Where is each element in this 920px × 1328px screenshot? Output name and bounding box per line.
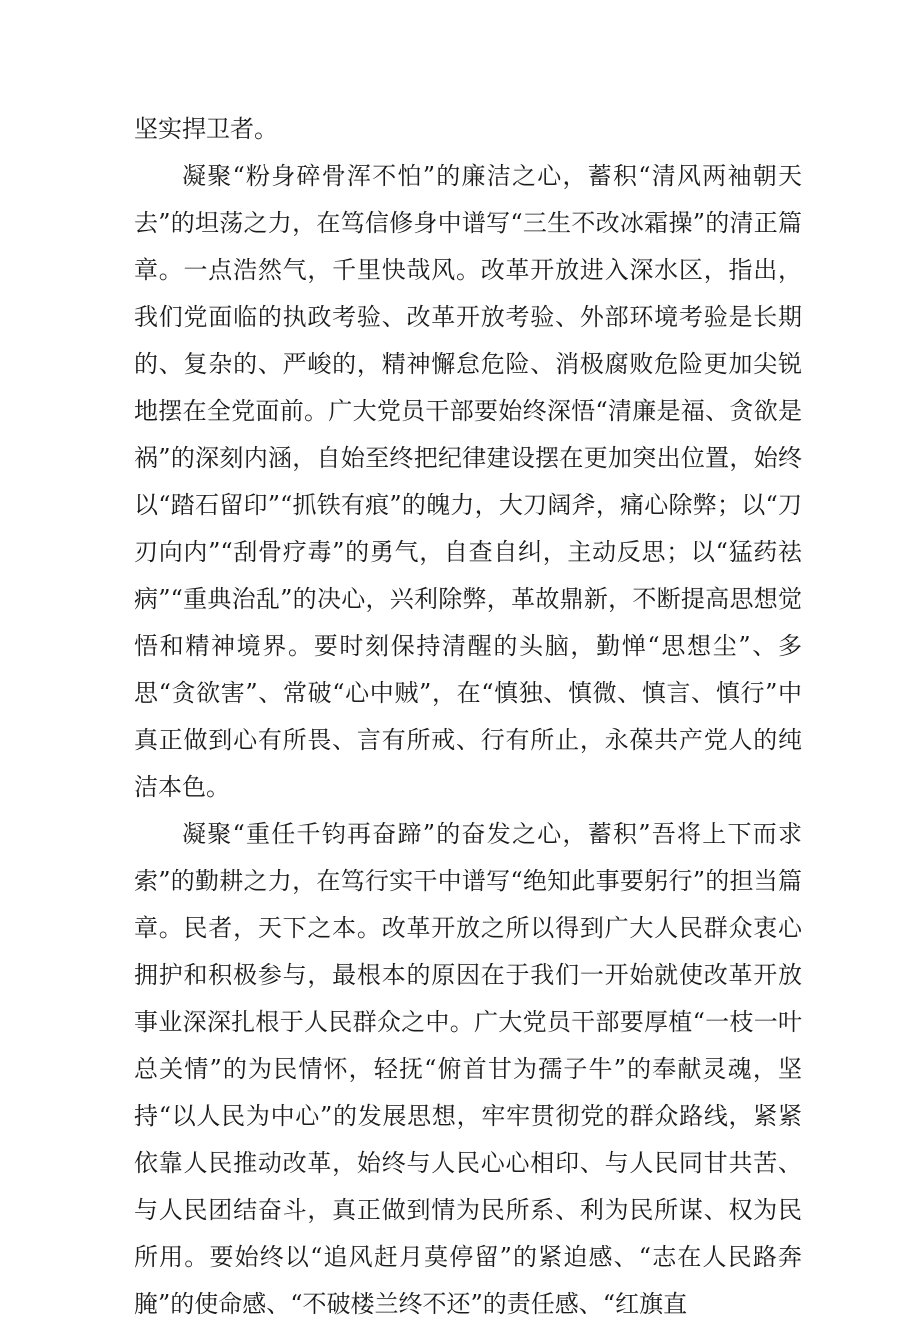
paragraph-continuation: 坚实捍卫者。 (134, 115, 278, 143)
document-body (134, 106, 802, 1328)
paragraph-diligence: 凝聚“重任千钧再奋蹄”的奋发之心，蓄积”吾将上下而求索”的勤耕之力，在笃行实干中谱写“绝知此事要躬行”的担当篇章。民者，天下之本。改革开放之所以得到广大人民群众衷心拥护和积极参与，最根本的原因在于我们一开始就使改革开放事业深深扎根于人民群众之中。广大党员干部要厚植“一枝一叶总关情”的为民情怀，轻抚“俯首甘为孺子牛”的奉献灵魂，坚持“以人民为中心”的发展思想，牢牢贯彻党的群众路线，紧紧依靠人民推动改革，始终与人民心心相印、与人民同甘共苦、与人民团结奋斗，真正做到情为民所系、利为民所谋、权为民所用。要始终以“追风赶月莫停留”的紧迫感、“志在人民路奔腌”的使命感、“不破楼兰终不还”的责任感、“红旗直 (134, 820, 802, 1318)
paragraph-integrity: 凝聚“粉身碎骨浑不怕”的廉洁之心，蓄积“清风两袖朝天去”的坦荡之力，在笃信修身中谱写“三生不改冰霜操”的清正篇章。一点浩然气，千里快哉风。改革开放进入深水区，指出，我们党面临的执政考验、改革开放考验、外部环境考验是长期的、复杂的、严峻的，精神懈怠危险、消极腐败危险更加尖锐地摆在全党面前。广大党员干部要始终深悟“清廉是福、贪欲是祸”的深刻内涵，自始至终把纪律建设摆在更加突出位置，始终以“踏石留印”“抓铁有痕”的魄力，大刀阔斧，痛心除弊；以“刀刃向内”“刮骨疗毒”的勇气，自查自纠，主动反思；以“猛药祛病”“重典治乱”的决心，兴利除弊，革故鼎新，不断提高思想觉悟和精神境界。要时刻保持清醒的头脑，勤惮“思想尘”、多思“贪欲害”、常破“心中贼”，在“慎独、慎微、慎言、慎行”中真正做到心有所畏、言有所戒、行有所止，永葆共产党人的纯洁本色。 (134, 162, 802, 801)
